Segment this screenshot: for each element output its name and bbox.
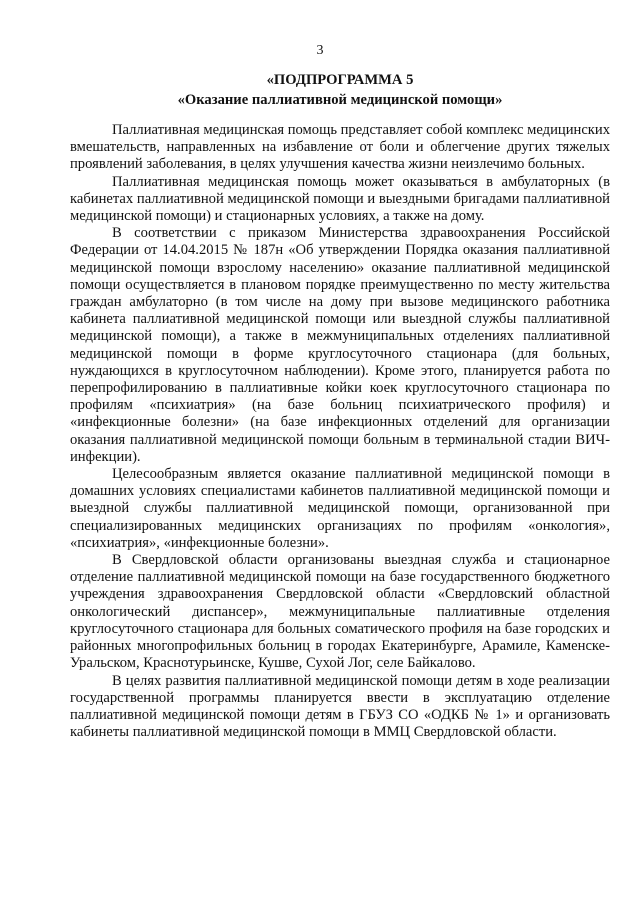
paragraph-1: Паллиативная медицинская помощь представляет собой комплекс медицинских вмешательств, направленных на избавление от боли и облегчение других тяжелых проявлений заболевания, в целях улучшения качества жизни неизлечимо больных. (70, 122, 610, 173)
body-text (70, 122, 610, 741)
paragraph-5: В Свердловской области организованы выездная служба и стационарное отделение паллиативной медицинской помощи на базе государственного бюджетного учреждения здравоохранения Свердловской области «Свердловский областной онкологический диспансер», межмуниципальные паллиативные отделения круглосуточного стационара для больных соматического профиля на базе городских и районных многопрофильных больниц в городах Екатеринбурге, Арамиле, Каменске-Уральском, Краснотурьинске, Кушве, Сухой Лог, селе Байкалово. (70, 552, 610, 672)
paragraph-4: Целесообразным является оказание паллиативной медицинской помощи в домашних условиях специалистами кабинетов паллиативной медицинской помощи и выездной службы паллиативной медицинской помощи, организованной при специализированных медицинских организациях по профилям «онкология», «психиатрия», «инфекционные болезни». (70, 466, 610, 551)
title-line-2: «Оказание паллиативной медицинской помощи» (177, 92, 503, 108)
title-line-1: «ПОДПРОГРАММА 5 (266, 72, 414, 88)
paragraph-6: В целях развития паллиативной медицинской помощи детям в ходе реализации государственной программы планируется ввести в эксплуатацию отделение паллиативной медицинской помощи детям в ГБУЗ СО «ОДКБ № 1» и организовать кабинеты паллиативной медицинской помощи в ММЦ Свердловской области. (70, 672, 610, 741)
section-title (60, 70, 620, 110)
page-number: 3 (316, 43, 324, 58)
paragraph-2: Паллиативная медицинская помощь может оказываться в амбулаторных (в кабинетах паллиативной медицинской помощи и выездными бригадами паллиативной медицинской помощи) и стационарных условиях, а также на дому. (70, 173, 610, 225)
paragraph-3: В соответствии с приказом Министерства здравоохранения Российской Федерации от 14.04.2015 № 187н «Об утверждении Порядка оказания паллиативной медицинской помощи взрослому населению» оказание паллиативной медицинской помощи осуществляется в плановом порядке преимущественно по месту жительства граждан амбулаторно (в том числе на дому при вызове медицинского работника кабинета паллиативной медицинской помощи или выездной службы паллиативной медицинской помощи), а также в межмуниципальных отделениях паллиативной медицинской помощи в форме круглосуточного стационара (для больных, нуждающихся в круглосуточном наблюдении). Кроме этого, планируется работа по перепрофилированию в паллиативные койки коек круглосуточного стационара по профилям «психиатрия» (на базе больниц психиатрического профиля) и «инфекционные болезни» (на базе инфекционных отделений для организации оказания паллиативной медицинской помощи больным в терминальной стадии ВИЧ-инфекции). (70, 225, 610, 465)
